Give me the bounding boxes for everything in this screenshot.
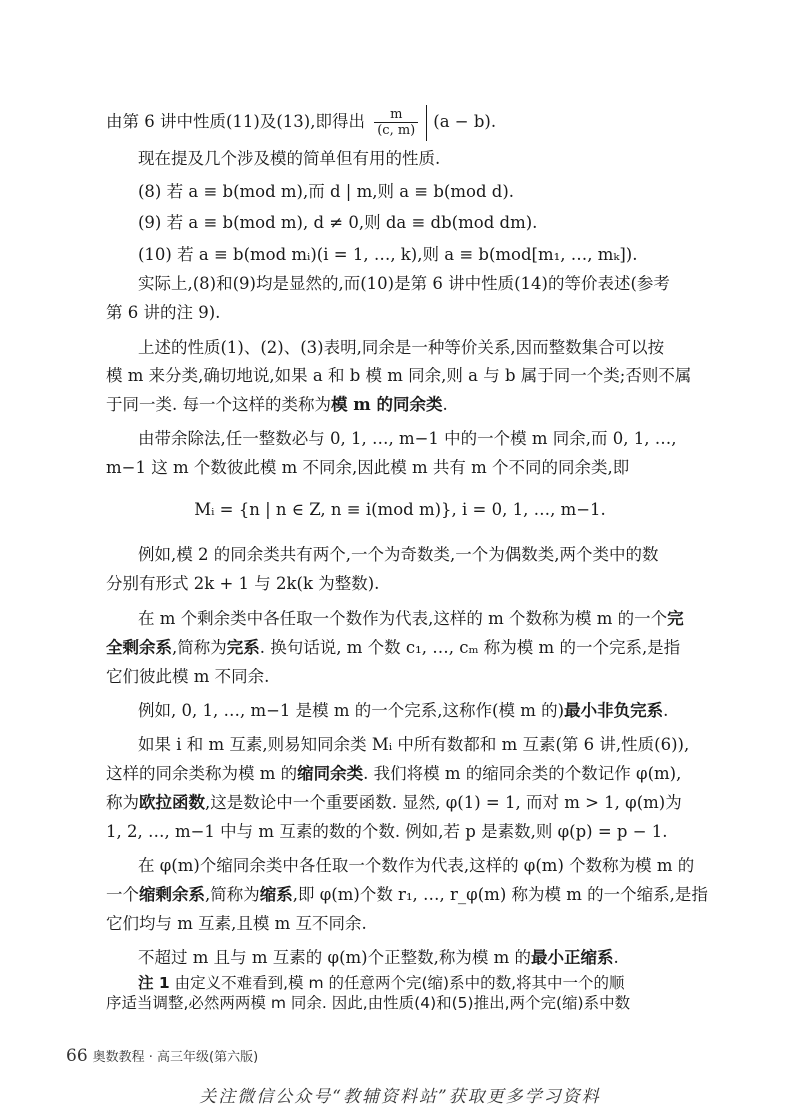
text-line: m−1 这 m 个数彼此模 m 不同余,因此模 m 共有 m 个不同的同余类,即 [106,458,630,477]
text-span: 由定义不难看到,模 m 的任意两个完(缩)系中的数,将其中一个的顺 [174,974,625,992]
text-line: 第 6 讲的注 9). [106,303,221,322]
term-reduced-class: 缩同余类 [297,764,364,783]
text-span: ,即 φ(m)个数 r₁, …, r_φ(m) 称为模 m 的一个缩系,是指 [292,885,708,904]
property-10: (10) 若 a ≡ b(mod mᵢ)(i = 1, …, k),则 a ≡ b(mod[m₁, …, mₖ]). [138,245,638,264]
text-span: (a − b). [433,112,497,131]
text-line: 如果 i 和 m 互素,则易知同余类 Mᵢ 中所有数都和 m 互素(第 6 讲,性质(6)), [138,735,690,754]
property-8: (8) 若 a ≡ b(mod m),而 d | m,则 a ≡ b(mod d). [138,182,515,201]
text-line [138,693,712,729]
text-line: 模 m 来分类,确切地说,如果 a 和 b 模 m 同余,则 a 与 b 属于同一个类;否则不属 [106,366,692,385]
text-line: 现在提及几个涉及模的简单但有用的性质. [138,149,441,168]
term-complete-residue-system: 全剩余系 [106,638,172,657]
text-span: ,简称为 [205,885,260,904]
fraction-numerator: m [374,107,418,123]
text-line [106,387,712,423]
text-span: . 换句话说, m 个数 c₁, …, cₘ 称为模 m 的一个完系,是指 [259,638,681,657]
term-complete-system: 完系 [226,638,260,657]
watermark-text: 关注微信公众号“教辅资料站”获取更多学习资料 [199,1087,601,1107]
term-reduced-system: 缩系 [259,885,293,904]
text-span: . [663,701,669,720]
page-footer [66,1046,258,1066]
text-span: ,简称为 [172,638,227,657]
term-reduced-residue-system: 缩剩余系 [139,885,205,904]
text-span: 由第 6 讲中性质(11)及(13),即得出 [106,112,365,131]
page-number: 66 [66,1046,88,1066]
text-line: 它们均与 m 互素,且模 m 互不同余. [106,914,367,933]
text-span: 不超过 m 且与 m 互素的 φ(m)个正整数,称为模 m 的 [138,948,531,967]
text-line: 由带余除法,任一整数必与 0, 1, …, m−1 中的一个模 m 同余,而 0, 1, …, [138,429,677,448]
term-least-positive-system: 最小正缩系 [530,948,614,967]
text-span: . [442,395,448,414]
text-span: 于同一类. 每一个这样的类称为 [106,395,331,414]
book-title: 奥数教程 · 高三年级(第六版) [92,1050,259,1065]
text-line [138,940,712,976]
note-label: 注 1 [138,974,170,992]
text-line: 例如,模 2 的同余类共有两个,一个为奇数类,一个为偶数类,两个类中的数 [138,545,659,564]
text-line: 上述的性质(1)、(2)、(3)表明,同余是一种等价关系,因而整数集合可以按 [138,338,665,357]
display-formula: Mᵢ = {n | n ∈ Z, n ≡ i(mod m)}, i = 0, 1, …, m−1. [194,500,606,519]
term-least-nonnegative-system: 最小非负完系 [564,701,664,720]
text-span: ,这是数论中一个重要函数. 显然, φ(1) = 1, 而对 m > 1, φ(m)为 [205,793,682,812]
text-span: . [613,948,619,967]
text-line: 它们彼此模 m 不同余. [106,667,270,686]
text-span: 这样的同余类称为模 m 的 [106,764,298,783]
term-congruence-class: 模 m 的同余类 [331,395,443,414]
text-span: . 我们将模 m 的缩同余类的个数记作 φ(m), [363,764,682,783]
divides-bar [426,105,427,141]
text-line: 实际上,(8)和(9)均是显然的,而(10)是第 6 讲中性质(14)的等价表述(参考 [138,274,670,293]
fraction-denominator: (c, m) [377,123,416,138]
text-span: 在 m 个剩余类中各任取一个数作为代表,这样的 m 个数称为模 m 的一个 [138,609,668,628]
fraction [374,107,418,138]
text-span: 例如, 0, 1, …, m−1 是模 m 的一个完系,这称作(模 m 的) [138,701,565,720]
note-1 [138,972,712,994]
text-line: 1, 2, …, m−1 中与 m 互素的数的个数. 例如,若 p 是素数,则 φ(p) = p − 1. [106,822,668,841]
note-line: 序适当调整,必然两两模 m 同余. 因此,由性质(4)和(5)推出,两个完(缩)系中数 [106,994,631,1012]
text-line: 分别有形式 2k + 1 与 2k(k 为整数). [106,574,380,593]
term-euler-function: 欧拉函数 [139,793,205,812]
text-line: 在 φ(m)个缩同余类中各任取一个数作为代表,这样的 φ(m) 个数称为模 m 的 [138,856,695,875]
text-span: 称为 [106,793,139,812]
text-line [106,104,712,141]
text-span: 一个 [106,885,139,904]
property-9: (9) 若 a ≡ b(mod m), d ≠ 0,则 da ≡ db(mod dm). [138,213,538,232]
term-complete-residue-system: 完 [667,609,684,628]
